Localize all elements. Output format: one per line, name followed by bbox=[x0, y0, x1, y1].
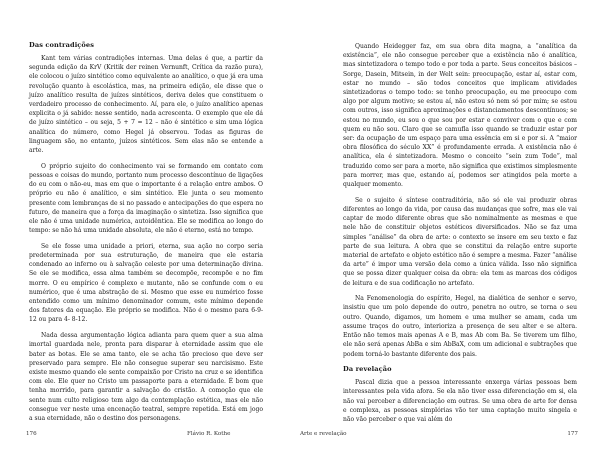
paragraph: Se ele fosse uma unidade a priori, eterna, sua ação no corpo seria predeterminada por sua estruturação, de maneira que ele estaria condenado ao inferno ou à salvação celeste por uma determinação divina. Se ele se modifica, essa alma também se decompõe, recompõe e no fim morre. O eu empírico é complexo e mutante, não se confunde com o eu numérico, que é uma abstração de si. Mesmo que esse eu numérico fosse entendido como um mínimo denominador comum, este mínimo depende dos fatores da equação. Ele próprio se modifica. Não é o mesmo para 6-9-12 ou para 4- 8-12. bbox=[29, 242, 263, 324]
section-heading-revelacao: Da revelação bbox=[343, 365, 392, 374]
paragraph: Nada dessa argumentação lógica adianta para quem quer a sua alma imortal guardada nele, pronta para disparar à eternidade assim que ele bater as botas. Ele se ama tanto, ele se acha tão precioso que deve ser preservado para sempre. Ele não consegue superar seu narcisismo. Este existe mesmo quando ele sente compaixão por Cristo na cruz e se identifica com ele. Ele quer no Cristo um passaporte para a eternidade. É bom que tenha morrido, para garantir a salvação do cristão. A comoção que ele sente num culto religioso tem algo da contemplação estética, mas ele não consegue ver neste uma encenação teatral, sempre repetida. Está em jogo a sua eternidade, não o destino dos personagens. bbox=[29, 332, 263, 423]
page-number: 176 bbox=[26, 431, 37, 437]
section-heading-contradicoes: Das contradições bbox=[29, 41, 95, 49]
running-head-author: Flávio R. Kothe bbox=[187, 431, 231, 437]
paragraph: Quando Heidegger faz, em sua obra dita magna, a “analítica da existência”, ele não consegue perceber que a existência não é analítica, mas sintetizadora o tempo todo e por toda a parte. Seus conceitos básicos – Sorge, Dasein, Mitsein, in der Welt sein: preocupação, estar aí, estar com, estar no mundo – são todos conceitos que implicam atividades sintetizadoras o tempo todo: se tenho preocupação, eu me preocupo com algo por algum motivo; se estou aí, não estou só nem só por mim; se estou com outros, isso significa aproximações e distanciamentos descontínuos; se estou no mundo, eu sou o que sou por estar e conviver com o que e com quem eu não sou. Claro que se camufla isso quando se traduzir estar por ser: da ocupação de um espaço para uma essência em si e por si. A “maior obra filosófica do século XX” é profundamente errada. A existência não é analítica, ela é sintetizadora. Mesmo o conceito “sein zum Tode”, mal traduzido como ser para a morte, não significa que existimos simplesmente para morrer, mas que, estando aí, podemos ser atingidos pela morte a qualquer momento. bbox=[343, 43, 577, 189]
paragraph: Kant tem várias contradições internas. Uma delas é que, a partir da segunda edição da KrV (Kritik der reinen Vernunft, Crítica da razão pura), ele colocou o juízo sintético como equivalente ao analítico, o que já era uma revolução quanto à escolástica, mas, na primeira edição, ele disse que o juízo analítico resulta de juízes sintéticos, deriva deles que constituem o verdadeiro processo de conhecimento. Aí, para ele, o juízo analítico apenas explicita o já sabido: nesse sentido, nada acrescenta. O exemplo que ele dá de juízo sintético – ou seja, 5 + 7 = 12 – não é sintético e sim uma lógica analítica do número, como Hegel já observou. Todas as figuras de linguagem são, no entanto, juízos sintéticos. Sem elas não se entende a arte. bbox=[29, 55, 263, 155]
paragraph: Se o sujeito é síntese contraditória, não só ele vai produzir obras diferentes ao longo da vida, por causa das mudanças que sofre, mas ele vai captar de modo diferente obras que são nominalmente as mesmas e que nele hão de constituir objetos estéticos diversificados. Não se faz uma simples “análise” da obra de arte: o contexto se insere em seu texto e faz parte de sua leitura. A obra que se constitui da relação entre suporte material de artefato e objeto estético não é sempre a mesma. Fazer “análise da arte” é impor uma versão dela como a única válida. Isso não significa que se possa dizer qualquer coisa da obra: ela tem as marcas dos códigos de leitura e de sua codificação no artefato. bbox=[343, 196, 577, 287]
running-head-title: Arte e revelação bbox=[300, 431, 347, 437]
page-number: 177 bbox=[567, 431, 578, 437]
paragraph: O próprio sujeito do conhecimento vai se formando em contato com pessoas e coisas do mundo, portanto num processo descontínuo de ligações do eu com o não-eu, mas em que o importante é a relação entre ambos. O próprio eu não é analítico, e sim sintético. Ele junta o seu momento presente com lembranças de si no passado e antecipações do que espera no futuro, de maneira que a força da imaginação o sintetiza. Isso significa que ele não é uma unidade numérica, autoidêntica. Ele se modifica ao longo do tempo: se não há uma unidade absoluta, ele não é eterno, está no tempo. bbox=[29, 162, 263, 235]
right-page bbox=[300, 0, 600, 453]
paragraph: Na Fenomenologia do espírito, Hegel, na dialética de senhor e servo, insistiu que um polo depende do outro, penetra no outro, se torna o seu outro. Quando, digamos, um homem e uma mulher se amam, cada um assume traços do outro, interioriza a presença de seu alter e se altera. Então não temos mais apenas A e B, mas Ab com Ba. Se tiverem um filho, ele não será apenas AbBa e sim AbBaX, com um adicional e subtrações que podem torná-lo bastante diferente dos pais. bbox=[343, 295, 577, 358]
right-page-text-column bbox=[343, 42, 577, 431]
left-page-text-column bbox=[29, 41, 263, 430]
paragraph: Pascal dizia que a pessoa interessante enxerga várias pessoas bem interessantes pela vida afora. Se ela não tiver essa diferenciação em si, ela não vai perceber a diferenciação em outras. Se uma obra de arte for densa e complexa, as pessoas simplórias vão ter uma captação muito singela e não vão perceber o que vai além do bbox=[343, 379, 577, 424]
